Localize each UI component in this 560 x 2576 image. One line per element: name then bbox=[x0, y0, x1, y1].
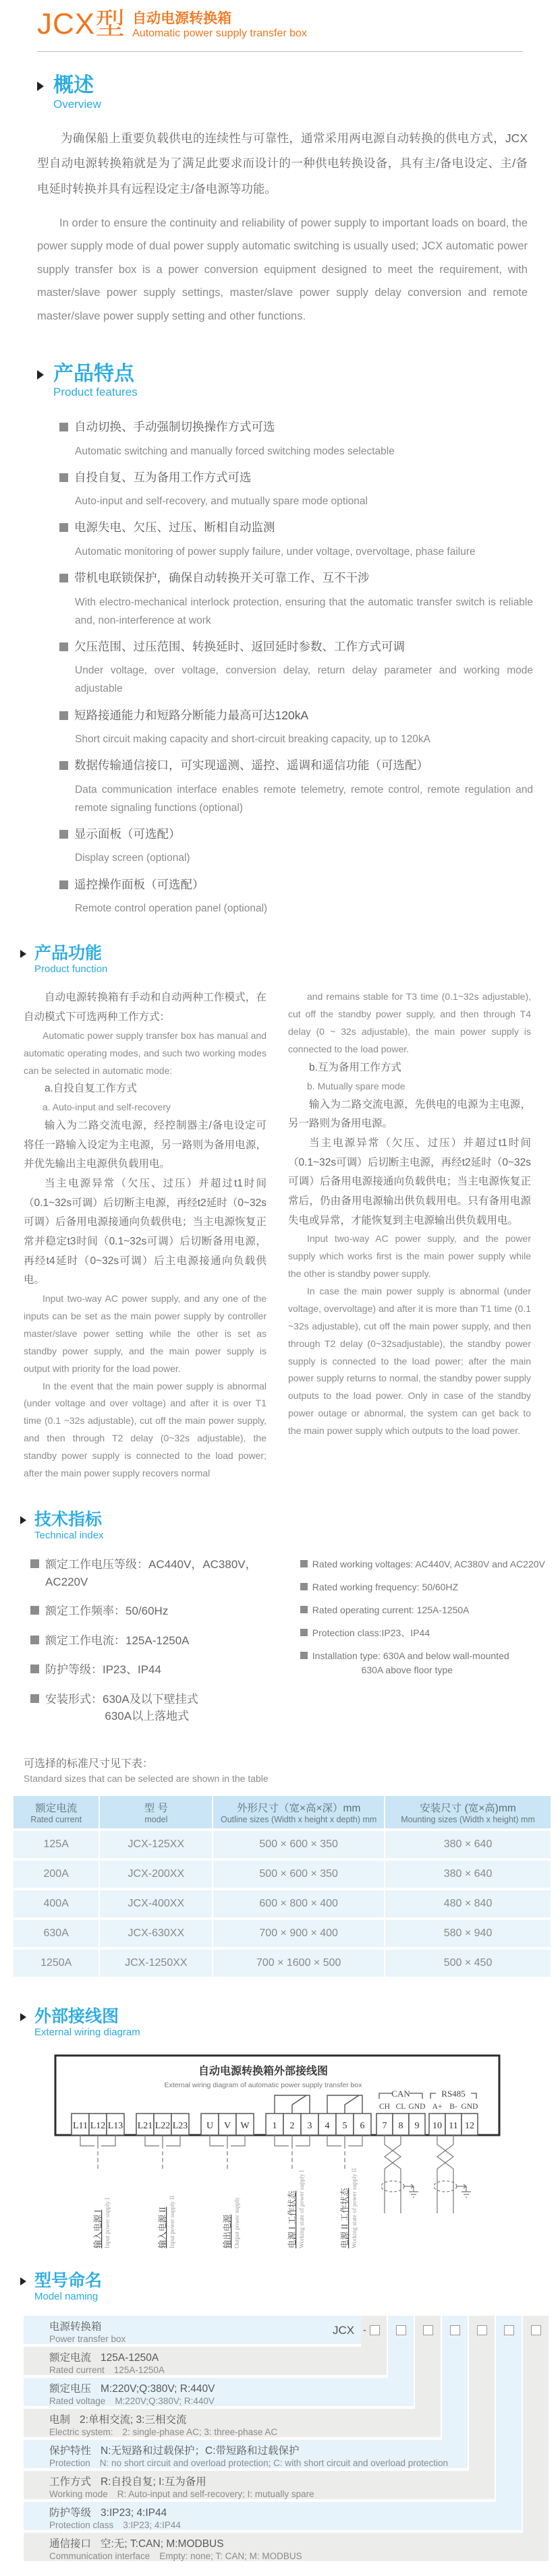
svg-text:10: 10 bbox=[432, 2120, 442, 2131]
table-cell: 480 × 840 bbox=[385, 1890, 551, 1917]
feature-text-zh: 自投自复、互为备用工作方式可选 bbox=[74, 470, 252, 484]
feature-text-en: Remote control operation panel (optional) bbox=[75, 903, 268, 915]
wire-group-label-zh: 输入电源 II bbox=[158, 2207, 167, 2248]
page-header bbox=[0, 0, 560, 40]
table-row bbox=[13, 1950, 551, 1977]
naming-row: 保护特性 N:无短路和过载保护；C:带短路和过载保护 Protection N: no short circuit and overload protection; C: with short circuit and overload protection bbox=[24, 2440, 468, 2468]
table-row bbox=[13, 1831, 551, 1858]
wiring-heading-zh: 外部接线图 bbox=[34, 2006, 119, 2026]
naming-column bbox=[523, 2316, 549, 2561]
section-overview-heading bbox=[37, 75, 560, 111]
square-bullet-icon bbox=[300, 1629, 308, 1636]
svg-text:CL: CL bbox=[395, 2102, 406, 2111]
standard-sizes-table bbox=[12, 1793, 552, 1979]
naming-dash: - bbox=[363, 2325, 366, 2337]
wire-group-label-zh: 输入电源 I bbox=[93, 2209, 103, 2248]
naming-row: 通信接口 空:无; T:CAN; M:MODBUS Communication interface Empty: none; T: CAN; M: MODBUS bbox=[24, 2533, 549, 2561]
wire-group-label-zh: 电源 II 工作状态 bbox=[340, 2188, 349, 2248]
table-cell: 125A bbox=[13, 1831, 99, 1858]
function-paragraph: 当主电源异常（欠压、过压）并超过t1时间（0.1~32s可调）后切断主电源，再经t2延时（0~32s可调）后备用电源接通向负载供电；当主电源恢复正常并稳定t3时间（0.1~32s可调）后切断备用电源，再经t4延时（0~32s可调）后主电源接通向负载供电。 bbox=[24, 1178, 267, 1286]
square-bullet-icon bbox=[300, 1560, 308, 1567]
svg-text:B-: B- bbox=[449, 2102, 457, 2111]
naming-code-box bbox=[531, 2325, 541, 2335]
svg-text:L23: L23 bbox=[172, 2120, 188, 2131]
wiring-heading-en: External wiring diagram bbox=[34, 2026, 140, 2038]
triangle-bullet-icon bbox=[37, 82, 44, 91]
features-heading-zh: 产品特点 bbox=[53, 362, 134, 385]
model-naming-cascade bbox=[24, 2316, 550, 2567]
technical-text: 额定工作电流：125A-1250A bbox=[45, 1634, 190, 1647]
square-bullet-icon bbox=[30, 1694, 39, 1703]
section-function-heading bbox=[20, 945, 560, 975]
technical-item bbox=[300, 1580, 547, 1594]
naming-row: 工作方式 R:自投自复; I:互为备用 Working mode R: Auto-input and self-recovery; I: mutually spare bbox=[24, 2471, 495, 2499]
table-cell: 500 × 600 × 350 bbox=[213, 1831, 384, 1858]
naming-code-box bbox=[450, 2325, 460, 2335]
feature-item bbox=[59, 705, 533, 749]
function-paragraph: 当主电源异常（欠压、过压）并超过t1时间（0.1~32s可调）后切断主电源，再经t2延时（0~32s可调）后备用电源接通向负载供电；当主电源恢复正常后，仍由备用电源输出供负载用电。只有备用电源失电或异常，才能恢复到主电源输出供负载用电。 bbox=[288, 1137, 531, 1226]
table-header-cell: 外形尺寸（宽×高×深）mm Outline sizes (Width x height x depth) mm bbox=[213, 1796, 384, 1828]
technical-item bbox=[300, 1626, 547, 1640]
wire-group-label-en: Input power supply I bbox=[104, 2197, 111, 2248]
square-bullet-icon bbox=[59, 880, 68, 889]
overview-paragraph-zh: 为确保船上重要负载供电的连续性与可靠性，通常采用两电源自动转换的供电方式，JCX型自动电源转换箱就是为了满足此要求而设计的一种供电转换设备，具有主/备电设定、主/备电延时转换并具有远程设定主/备电源等功能。 bbox=[37, 131, 528, 196]
section-features-heading bbox=[37, 363, 560, 400]
feature-item bbox=[59, 824, 533, 868]
rs485-label: RS485 bbox=[441, 2088, 466, 2099]
table-header-cell: 安装尺寸 (宽×高)mm Mounting sizes (Width x height) mm bbox=[385, 1796, 551, 1828]
square-bullet-icon bbox=[59, 830, 68, 839]
svg-text:12: 12 bbox=[465, 2120, 474, 2131]
function-paragraph: and remains stable for T3 time (0.1~32s adjustable), cut off the standby power supply, and then through T4 delay (0 ~ 32s adjustable), the main power supply is connected to the load power. bbox=[288, 991, 531, 1055]
table-cell: 380 × 640 bbox=[385, 1861, 551, 1888]
function-columns bbox=[24, 988, 533, 1482]
product-title-en: Automatic power supply transfer box bbox=[132, 28, 307, 40]
function-paragraph: In the event that the main power supply is abnormal (under voltage and over voltage) and after it is over T1 time (0.1 ~32s adjustable), cut off the main power supply, and then through T2 delay (0~32s adjustable), the standby power supply is connected to the load power; after the main power supply recovers normal bbox=[24, 1380, 267, 1478]
svg-text:U: U bbox=[206, 2120, 214, 2131]
technical-text: Rated operating current: 125A-1250A bbox=[312, 1605, 470, 1616]
svg-text:GND: GND bbox=[408, 2102, 426, 2111]
svg-text:11: 11 bbox=[449, 2120, 458, 2131]
svg-text:9: 9 bbox=[414, 2120, 420, 2131]
square-bullet-icon bbox=[300, 1583, 308, 1590]
square-bullet-icon bbox=[59, 423, 68, 431]
overview-heading-zh: 概述 bbox=[53, 74, 94, 97]
naming-row: 额定电流 125A-1250A Rated current 125A-1250A bbox=[24, 2347, 387, 2375]
naming-code-box bbox=[423, 2325, 433, 2335]
naming-heading-en: Model naming bbox=[34, 2291, 99, 2303]
feature-text-en: Data communication interface enables remote telemetry, remote control, remote regulation and remote signaling functions (optional) bbox=[75, 783, 533, 814]
technical-columns bbox=[30, 1556, 547, 1737]
table-cell: JCX-630XX bbox=[100, 1920, 212, 1947]
naming-column bbox=[496, 2316, 522, 2530]
svg-text:L13: L13 bbox=[107, 2120, 123, 2131]
twisted-pair-rs485-icon bbox=[434, 2135, 471, 2213]
feature-text-en: Under voltage, over voltage, conversion delay, return delay parameter and working mode adjustable bbox=[75, 665, 533, 695]
table-cell: 200A bbox=[13, 1861, 99, 1888]
naming-prefix: JCX bbox=[333, 2324, 355, 2337]
table-cell: JCX-125XX bbox=[100, 1831, 212, 1858]
naming-heading-zh: 型号命名 bbox=[34, 2271, 103, 2290]
wire-group-label-en: Working state of power supply II bbox=[351, 2167, 358, 2248]
table-row bbox=[13, 1861, 551, 1888]
feature-text-zh: 显示面板（可选配） bbox=[74, 827, 181, 841]
technical-item bbox=[30, 1602, 287, 1620]
square-bullet-icon bbox=[59, 473, 68, 482]
naming-code-box bbox=[504, 2325, 514, 2335]
function-paragraph: In case the main power supply is abnormal (under voltage, overvoltage) and after it is more than T1 time (0.1 ~32s adjustable), cut off the main power supply, and then through T2 delay (0~32sadjustable), the standby power supply is connected to the load power; after the main power supply returns to normal, the standby power supply outputs to the load power. Only in case of the standby power outage or abnormal, the system can get back to the main power supply which outputs to the load power. bbox=[288, 1285, 531, 1437]
feature-item bbox=[59, 755, 533, 817]
svg-text:8: 8 bbox=[398, 2120, 403, 2131]
technical-text: Protection class:IP23、IP44 bbox=[312, 1627, 430, 1639]
table-header-cell: 额定电流 Rated current bbox=[13, 1796, 99, 1828]
wire-group-label-zh: 电源 I 工作状态 bbox=[287, 2190, 297, 2248]
function-heading-en: Product function bbox=[34, 963, 108, 976]
sizes-note-zh: 可选择的标准尺寸见下表： bbox=[24, 1758, 154, 1770]
feature-text-zh: 欠压范围、过压范围、转换延时、返回延时参数、工作方式可调 bbox=[74, 639, 405, 653]
terminal-cells bbox=[72, 2114, 478, 2135]
table-cell: JCX-200XX bbox=[100, 1861, 212, 1888]
feature-item bbox=[59, 874, 533, 918]
table-cell: 700 × 1600 × 500 bbox=[213, 1950, 384, 1977]
feature-text-zh: 带机电联锁保护，确保自动转换开关可靠工作、互不干涉 bbox=[74, 571, 370, 585]
table-cell: 700 × 900 × 400 bbox=[213, 1920, 384, 1947]
feature-item bbox=[59, 467, 533, 511]
feature-text-zh: 数据传输通信接口，可实现遥测、遥控、遥调和遥信功能（可选配） bbox=[74, 758, 428, 773]
table-cell: 630A bbox=[13, 1920, 99, 1947]
table-row bbox=[13, 1920, 551, 1947]
triangle-bullet-icon bbox=[37, 370, 44, 380]
relay-contact-icon bbox=[275, 2095, 362, 2114]
table-cell: 500 × 450 bbox=[385, 1950, 551, 1977]
wire-group-label-en: Working state of power supply I bbox=[298, 2169, 305, 2248]
svg-text:V: V bbox=[223, 2120, 231, 2131]
feature-item bbox=[59, 636, 533, 698]
wire-group-label-en: Input power supply II bbox=[169, 2195, 175, 2248]
technical-item bbox=[300, 1557, 547, 1571]
table-header-row bbox=[13, 1796, 551, 1828]
square-bullet-icon bbox=[59, 523, 68, 532]
naming-row: 电源转换箱 Power transfer box bbox=[24, 2316, 361, 2344]
function-right-column bbox=[288, 988, 531, 1482]
table-cell: 500 × 600 × 350 bbox=[213, 1861, 384, 1888]
wire-group-label-zh: 输出电源 bbox=[223, 2214, 232, 2248]
svg-text:W: W bbox=[240, 2120, 250, 2131]
technical-text: 防护等级：IP23、IP44 bbox=[45, 1663, 161, 1677]
svg-text:L11: L11 bbox=[72, 2120, 88, 2131]
svg-text:6: 6 bbox=[360, 2120, 365, 2131]
naming-code-box bbox=[396, 2325, 406, 2335]
function-paragraph: b. Mutually spare mode bbox=[307, 1080, 405, 1091]
naming-row: 防护等级 3:IP23; 4:IP44 Protection class 3:IP23; 4:IP44 bbox=[24, 2502, 522, 2530]
function-paragraph: a. Auto-input and self-recovery bbox=[43, 1102, 171, 1113]
header-divider bbox=[37, 51, 523, 52]
triangle-bullet-icon bbox=[20, 1516, 26, 1524]
section-naming-heading bbox=[20, 2272, 560, 2302]
sizes-note-en: Standard sizes that can be selected are shown in the table bbox=[24, 1772, 269, 1784]
table-cell: JCX-1250XX bbox=[100, 1950, 212, 1977]
comm-pin-labels bbox=[379, 2103, 478, 2111]
technical-item bbox=[30, 1556, 287, 1590]
feature-item bbox=[59, 517, 533, 561]
feature-item bbox=[59, 417, 533, 460]
feature-text-en: With electro-mechanical interlock protection, ensuring that the automatic transfer switch is reliable and, non-interference at work bbox=[75, 596, 533, 626]
square-bullet-icon bbox=[300, 1606, 308, 1613]
svg-text:CH: CH bbox=[379, 2102, 390, 2111]
function-paragraph: b.互为备用工作方式 bbox=[309, 1062, 401, 1074]
svg-text:4: 4 bbox=[325, 2120, 330, 2131]
overview-paragraph-en: In order to ensure the continuity and reliability of power supply to important loads on board, the power supply mode of dual power supply automatic switching is usually used; JCX automatic power supply transfer box is a power conversion equipment designed to meet the requirement, with master/slave power supply settings, master/slave power supply delay conversion and remote master/slave power supply setting and other functions. bbox=[37, 216, 528, 323]
svg-text:5: 5 bbox=[342, 2120, 347, 2131]
square-bullet-icon bbox=[30, 1606, 39, 1615]
twisted-pair-can-icon bbox=[381, 2135, 418, 2213]
table-header-cell: 型 号 model bbox=[100, 1796, 212, 1828]
function-paragraph: Input two-way AC power supply, and the power supply which works first is the main power supply while the other is standby power supply. bbox=[288, 1233, 531, 1280]
technical-item bbox=[30, 1632, 287, 1650]
wire-group-label-en: Output power supply bbox=[233, 2196, 240, 2248]
square-bullet-icon bbox=[30, 1636, 39, 1644]
technical-text: Installation type: 630A and below wall-mounted 630A above floor type bbox=[312, 1650, 509, 1676]
square-bullet-icon bbox=[30, 1665, 39, 1673]
feature-text-zh: 短路接通能力和短路分断能力最高可达120kA bbox=[74, 708, 309, 722]
group-brackets bbox=[80, 2135, 362, 2248]
table-cell: 380 × 640 bbox=[385, 1831, 551, 1858]
function-paragraph: Input two-way AC power supply, and any one of the inputs can be set as the main power supply by controller master/slave power setting while the other is set as standby power supply, and the main power supply is output with priority for the load power. bbox=[24, 1293, 267, 1374]
section-wiring-heading bbox=[20, 2008, 560, 2038]
technical-item bbox=[300, 1603, 547, 1617]
technical-en-list bbox=[300, 1557, 547, 1737]
square-bullet-icon bbox=[59, 761, 68, 770]
feature-text-en: Short circuit making capacity and short-circuit breaking capacity, up to 120kA bbox=[75, 733, 430, 746]
feature-text-en: Auto-input and self-recovery, and mutually spare mode optional bbox=[75, 496, 368, 508]
technical-heading-zh: 技术指标 bbox=[34, 1509, 103, 1529]
square-bullet-icon bbox=[59, 642, 68, 651]
technical-text: 额定工作电压等级：AC440V，AC380V，AC220V bbox=[45, 1558, 257, 1588]
function-left-column bbox=[24, 988, 267, 1482]
table-cell: JCX-400XX bbox=[100, 1890, 212, 1917]
table-cell: 580 × 940 bbox=[385, 1920, 551, 1947]
technical-text: Rated working frequency: 50/60HZ bbox=[312, 1582, 459, 1593]
function-paragraph: a.自投自复工作方式 bbox=[45, 1083, 137, 1095]
naming-code-box bbox=[477, 2325, 487, 2335]
function-paragraph: 输入为二路交流电源，先供电的电源为主电源，另一路则为备用电源。 bbox=[288, 1098, 531, 1130]
svg-text:L21: L21 bbox=[137, 2120, 153, 2131]
wiring-title-zh: 自动电源转换箱外部接线图 bbox=[198, 2065, 329, 2077]
technical-heading-en: Technical index bbox=[34, 1530, 104, 1542]
can-label: CAN bbox=[391, 2088, 410, 2099]
feature-list bbox=[59, 417, 533, 918]
function-paragraph: Automatic power supply transfer box has manual and automatic operating modes, and such two working modes can be selected in automatic mode: bbox=[24, 1029, 267, 1076]
product-model-title: JCX型 bbox=[37, 7, 126, 40]
triangle-bullet-icon bbox=[20, 950, 26, 958]
function-heading-zh: 产品功能 bbox=[34, 944, 103, 963]
product-title-zh: 自动电源转换箱 bbox=[132, 11, 232, 26]
technical-text: Rated working voltages: AC440V, AC380V and AC220V bbox=[312, 1559, 545, 1570]
svg-text:7: 7 bbox=[382, 2120, 387, 2131]
svg-text:1: 1 bbox=[272, 2120, 277, 2131]
technical-text: 安装形式：630A及以下壁挂式 630A以上落地式 bbox=[45, 1692, 198, 1723]
section-technical-heading bbox=[20, 1511, 560, 1541]
svg-text:3: 3 bbox=[307, 2120, 312, 2131]
naming-row: 电制 2:单相交流; 3:三相交流 Electric system: 2: single-phase AC; 3: three-phase AC bbox=[24, 2409, 441, 2437]
feature-text-zh: 自动切换、手动强制切换操作方式可选 bbox=[74, 420, 275, 434]
table-cell: 400A bbox=[13, 1890, 99, 1917]
wiring-diagram-svg bbox=[54, 2054, 507, 2251]
wiring-title-en: External wiring diagram of automatic power supply transfer box bbox=[164, 2080, 362, 2089]
table-cell: 600 × 800 × 400 bbox=[213, 1890, 384, 1917]
feature-text-en: Automatic switching and manually forced switching modes selectable bbox=[75, 445, 395, 457]
overview-heading-en: Overview bbox=[53, 97, 101, 111]
features-heading-en: Product features bbox=[53, 386, 138, 399]
feature-text-en: Display screen (optional) bbox=[75, 852, 190, 864]
wiring-diagram bbox=[54, 2054, 560, 2254]
technical-text: 额定工作频率：50/60Hz bbox=[45, 1605, 169, 1618]
feature-text-zh: 遥控操作面板（可选配） bbox=[74, 877, 204, 891]
square-bullet-icon bbox=[59, 574, 68, 582]
technical-item bbox=[300, 1649, 547, 1677]
triangle-bullet-icon bbox=[20, 2013, 26, 2021]
feature-text-zh: 电源失电、欠压、过压、断相自动监测 bbox=[74, 520, 275, 535]
technical-item bbox=[30, 1691, 287, 1725]
feature-item bbox=[59, 568, 533, 630]
square-bullet-icon bbox=[30, 1559, 39, 1568]
function-paragraph: 自动电源转换箱有手动和自动两种工作模式，在自动模式下可选两种工作方式： bbox=[24, 992, 267, 1023]
naming-code-box bbox=[370, 2325, 380, 2335]
square-bullet-icon bbox=[59, 711, 68, 720]
svg-text:L12: L12 bbox=[90, 2120, 106, 2131]
table-cell: 1250A bbox=[13, 1950, 99, 1977]
technical-item bbox=[30, 1661, 287, 1679]
feature-text-en: Automatic monitoring of power supply failure, under voltage, overvoltage, phase failure bbox=[75, 545, 476, 558]
technical-zh-list bbox=[30, 1556, 287, 1737]
square-bullet-icon bbox=[300, 1652, 308, 1659]
function-paragraph: 输入为二路交流电源，经控制器主/备电设定可将任一路输入设定为主电源，另一路则为备用电源，并优先输出主电源供负载用电。 bbox=[24, 1120, 267, 1170]
triangle-bullet-icon bbox=[20, 2277, 26, 2285]
naming-row: 额定电压 M:220V;Q:380V; R:440V Rated voltage M:220V;Q:380V; R:440V bbox=[24, 2378, 414, 2406]
svg-text:L22: L22 bbox=[155, 2120, 171, 2131]
svg-text:2: 2 bbox=[289, 2120, 295, 2131]
svg-text:GND: GND bbox=[461, 2102, 478, 2111]
table-row bbox=[13, 1890, 551, 1917]
svg-text:A+: A+ bbox=[432, 2102, 443, 2111]
